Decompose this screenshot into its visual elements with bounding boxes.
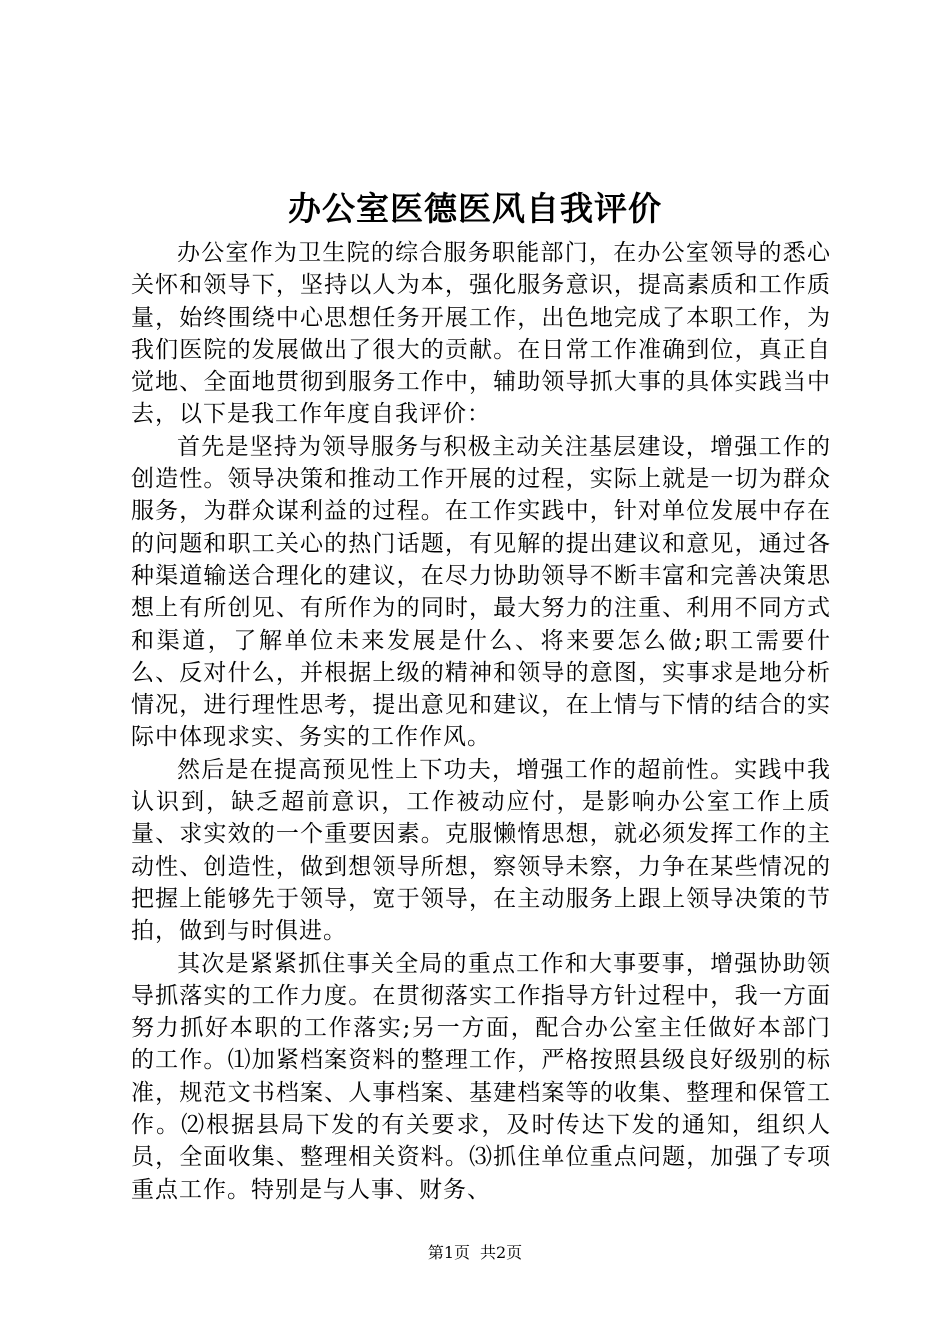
document-body	[131, 237, 831, 1206]
page-number: 第1页	[427, 1243, 470, 1262]
page-total: 共2页	[480, 1243, 523, 1262]
page-footer	[0, 1241, 950, 1265]
paragraph: 办公室作为卫生院的综合服务职能部门，在办公室领导的悉心关怀和领导下，坚持以人为本，强化服务意识，提高素质和工作质量，始终围绕中心思想任务开展工作，出色地完成了本职工作，为我们医院的发展做出了很大的贡献。在日常工作准确到位，真正自觉地、全面地贯彻到服务工作中，辅助领导抓大事的具体实践当中去，以下是我工作年度自我评价：	[131, 240, 831, 428]
paragraph: 其次是紧紧抓住事关全局的重点工作和大事要事，增强协助领导抓落实的工作力度。在贯彻落实工作指导方针过程中，我一方面努力抓好本职的工作落实;另一方面，配合办公室主任做好本部门的工作。⑴加紧档案资料的整理工作，严格按照县级良好级别的标准，规范文书档案、人事档案、基建档案等的收集、整理和保管工作。⑵根据县局下发的有关要求，及时传达下发的通知，组织人员，全面收集、整理相关资料。⑶抓住单位重点问题，加强了专项重点工作。特别是与人事、财务、	[131, 950, 831, 1203]
paragraph: 然后是在提高预见性上下功夫，增强工作的超前性。实践中我认识到，缺乏超前意识，工作被动应付，是影响办公室工作上质量、求实效的一个重要因素。克服懒惰思想，就必须发挥工作的主动性、创造性，做到想领导所想，察领导未察，力争在某些情况的把握上能够先于领导，宽于领导，在主动服务上跟上领导决策的节拍，做到与时俱进。	[131, 756, 831, 945]
paragraph: 首先是坚持为领导服务与积极主动关注基层建设，增强工作的创造性。领导决策和推动工作开展的过程，实际上就是一切为群众服务，为群众谋利益的过程。在工作实践中，针对单位发展中存在的问题和职工关心的热门话题，有见解的提出建议和意见，通过各种渠道输送合理化的建议，在尽力协助领导不断丰富和完善决策思想上有所创见、有所作为的同时，最大努力的注重、利用不同方式和渠道，了解单位未来发展是什么、将来要怎么做;职工需要什么、反对什么，并根据上级的精神和领导的意图，实事求是地分析情况，进行理性思考，提出意见和建议，在上情与下情的结合的实际中体现求实、务实的工作作风。	[131, 433, 831, 751]
document-title: 办公室医德医风自我评价	[288, 189, 662, 228]
